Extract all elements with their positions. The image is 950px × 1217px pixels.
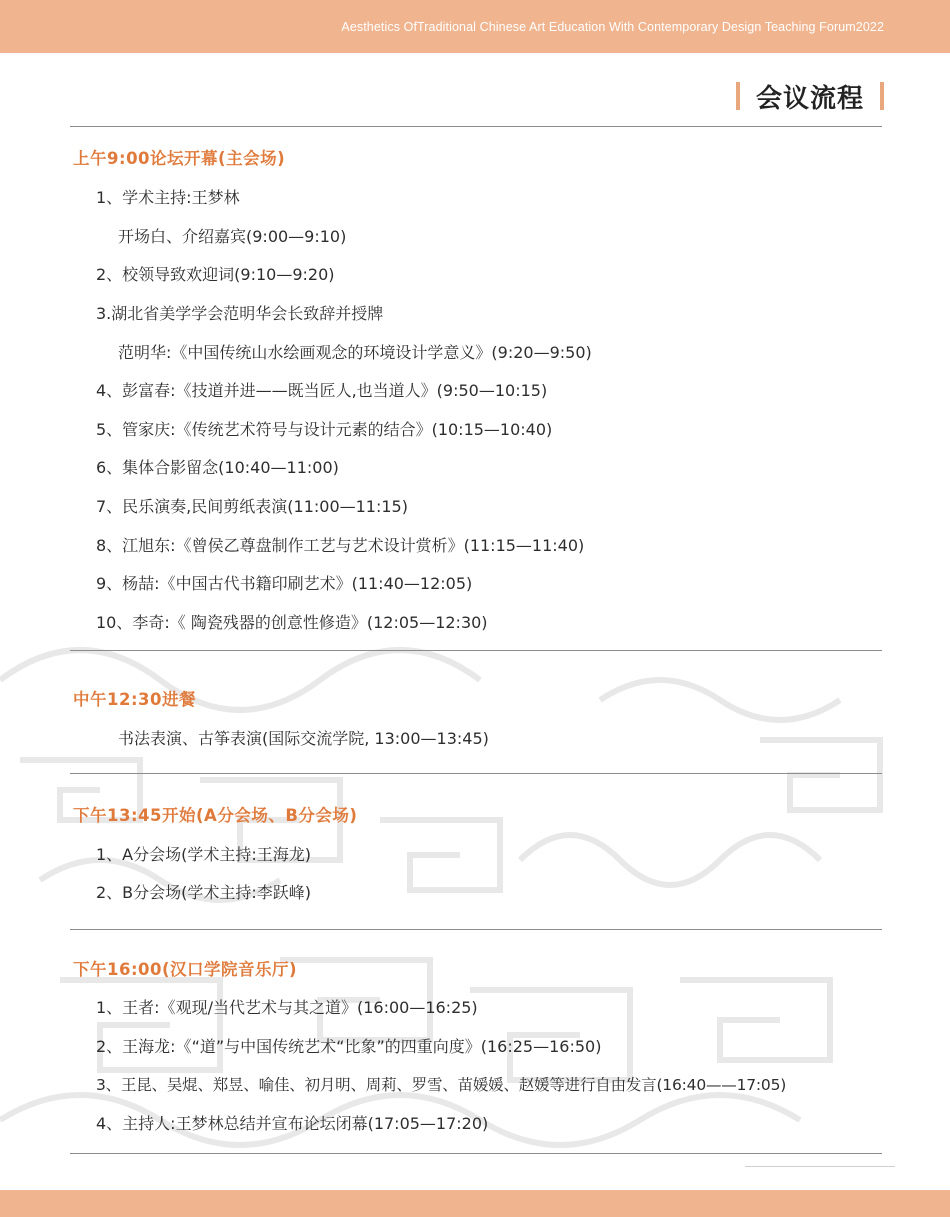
agenda-item: 9、杨喆:《中国古代书籍印刷艺术》(11:40—12:05) bbox=[96, 574, 473, 593]
agenda-item: 范明华:《中国传统山水绘画观念的环境设计学意义》(9:20—9:50) bbox=[118, 343, 592, 362]
section-noon bbox=[73, 689, 196, 711]
agenda-item: 1、A分会场(学术主持:王海龙) bbox=[96, 845, 312, 864]
divider bbox=[70, 1153, 882, 1154]
section-afternoon-split bbox=[73, 805, 357, 827]
section-title: 下午13:45开始(A分会场、B分会场) bbox=[73, 806, 358, 825]
page-title-block bbox=[736, 76, 884, 116]
title-accent-left bbox=[736, 82, 740, 110]
agenda-item: 1、学术主持:王梦林 bbox=[96, 188, 240, 207]
agenda-item: 开场白、介绍嘉宾(9:00—9:10) bbox=[118, 227, 347, 246]
section-title: 上午9:00论坛开幕(主会场) bbox=[73, 149, 286, 168]
agenda-item: 2、B分会场(学术主持:李跃峰) bbox=[96, 883, 312, 902]
agenda-item: 4、彭富春:《技道并进——既当匠人,也当道人》(9:50—10:15) bbox=[96, 381, 548, 400]
divider bbox=[70, 650, 882, 651]
section-title: 下午16:00(汉口学院音乐厅) bbox=[73, 960, 298, 979]
section-morning bbox=[73, 148, 285, 170]
title-accent-right bbox=[880, 82, 884, 110]
section-title: 中午12:30进餐 bbox=[73, 690, 197, 709]
footer-band bbox=[0, 1190, 950, 1217]
agenda-item: 10、李奇:《 陶瓷残器的创意性修造》(12:05—12:30) bbox=[96, 613, 488, 632]
header-band bbox=[0, 0, 950, 53]
agenda-item: 2、王海龙:《“道”与中国传统艺术“比象”的四重向度》(16:25—16:50) bbox=[96, 1037, 602, 1056]
agenda-item: 2、校领导致欢迎词(9:10—9:20) bbox=[96, 265, 335, 284]
agenda-item: 8、江旭东:《曾侯乙尊盘制作工艺与艺术设计赏析》(11:15—11:40) bbox=[96, 536, 585, 555]
agenda-item: 6、集体合影留念(10:40—11:00) bbox=[96, 458, 339, 477]
divider bbox=[70, 773, 882, 774]
section-afternoon-hall bbox=[73, 959, 297, 981]
divider bbox=[70, 126, 882, 127]
footer-divider bbox=[745, 1166, 895, 1167]
agenda-item: 1、王者:《观现/当代艺术与其之道》(16:00—16:25) bbox=[96, 998, 478, 1017]
agenda-item: 书法表演、古筝表演(国际交流学院, 13:00—13:45) bbox=[118, 729, 489, 748]
agenda-item: 5、管家庆:《传统艺术符号与设计元素的结合》(10:15—10:40) bbox=[96, 420, 553, 439]
agenda-item: 3.湖北省美学学会范明华会长致辞并授牌 bbox=[96, 304, 384, 323]
agenda-item: 4、主持人:王梦林总结并宣布论坛闭幕(17:05—17:20) bbox=[96, 1114, 489, 1133]
page-title: 会议流程 bbox=[755, 83, 864, 114]
agenda-item: 3、王昆、吴焜、郑昱、喻佳、初月明、周莉、罗雪、苗媛媛、赵媛等进行自由发言(16:40——17:05) bbox=[96, 1076, 787, 1094]
divider bbox=[70, 929, 882, 930]
agenda-item: 7、民乐演奏,民间剪纸表演(11:00—11:15) bbox=[96, 497, 408, 516]
banner-text: Aesthetics OfTraditional Chinese Art Education With Contemporary Design Teaching Forum2022 bbox=[341, 20, 884, 34]
